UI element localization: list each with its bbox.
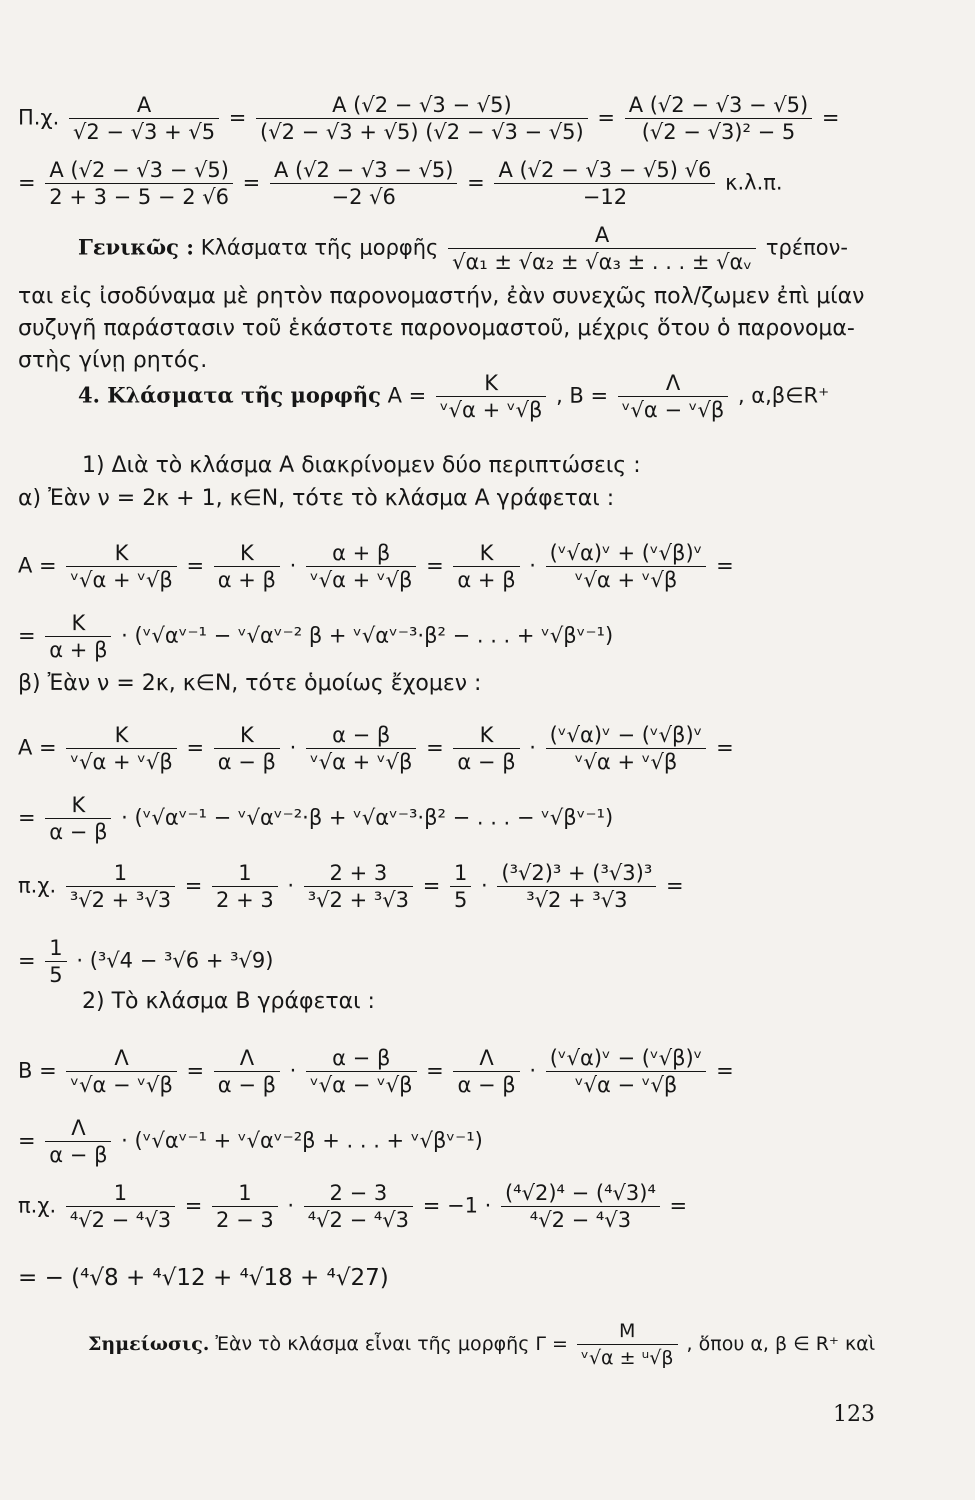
case-b-text: β) Ἐὰν ν = 2κ, κ∈Ν, τότε ὁμοίως ἔχομεν : [18,671,482,696]
fraction: $\frac{\alpha - \beta}{\text{ᵛ√α + ᵛ√β}}$ [306,722,416,775]
fraction: $\frac{1}{2 - 3}$ [212,1180,278,1233]
fraction: $\frac{\text{(ᵛ√α)ᵛ − (ᵛ√β)ᵛ}}{\text{ᵛ√α + ᵛ√β}}$ [546,722,707,775]
fraction: $\frac{K}{\alpha + \beta}$ [453,540,519,593]
expansion: · (³√4 − ³√6 + ³√9) [76,948,274,973]
fraction: $\frac{\Lambda}{\alpha - \beta}$ [214,1045,280,1098]
multiplier: = −1 · [422,1193,492,1218]
example2-result: = $\frac{1}{5}$ · (³√4 − ³√6 + ³√9) [18,936,274,987]
general-text: Κλάσματα τῆς μορφῆς [200,235,439,260]
paragraph-line: συζυγῆ παράστασιν τοῦ ἑκάστοτε παρονομαστοῦ, μέχρις ὅτου ὁ παρονομα- [18,316,855,341]
note-tail: , ὅπου α, β ∈ R⁺ καὶ [686,1333,876,1355]
example1-row2: = $\frac{A (√2 - √3 - √5)}{2 + 3 - 5 - 2 √6}$ = $\frac{A (√2 - √3 - √5)}{-2 √6}$ = $\frac{A (√2 - √3 - √5) √6}{-12}$ κ.λ.π. [18,158,783,209]
fraction: $\frac{K}{\alpha - \beta}$ [214,722,280,775]
fraction: $\frac{M}{\text{ᵛ√α ± ᵘ√β}}$ [577,1318,677,1371]
fraction: $\frac{A (√2 - √3 - √5)}{2 + 3 - 5 - 2 √6}$ [45,157,233,210]
fraction: $\frac{\Lambda}{\text{ᵛ√α − ᵛ√β}}$ [618,370,728,423]
case2-eq2: = $\frac{\Lambda}{\alpha - \beta}$ · (ᵛ√αᵛ⁻¹ + ᵛ√αᵛ⁻²β + . . . + ᵛ√βᵛ⁻¹) [18,1116,483,1167]
fraction: $\frac{A (√2 - √3 - √5)}{\text{(√2 − √3)² − 5}}$ [625,92,813,145]
fraction: $\frac{A}{√2 - √3 + √5}$ [69,92,219,145]
general-label: Γενικῶς : [78,234,194,260]
example1-row1: Π.χ. $\frac{A}{√2 - √3 + √5}$ = $\frac{A (√2 - √3 - √5)}{(√2 - √3 + √5) (√2 - √3 - √5)}$ = $\frac{A (√2 - √3 - √5)}{\text{(√2 − √3)² − 5}}$ = [18,93,840,144]
fraction: $\frac{\Lambda}{\alpha - \beta}$ [45,1115,111,1168]
fraction: $\frac{A (√2 - √3 - √5)}{(√2 - √3 + √5) (√2 - √3 - √5)}$ [256,92,588,145]
fraction: $\frac{1}{\text{³√2 + ³√3}}$ [66,860,175,913]
fraction: $\frac{\text{(ᵛ√α)ᵛ + (ᵛ√β)ᵛ}}{\text{ᵛ√α + ᵛ√β}}$ [546,540,707,593]
example-label: π.χ. [18,873,57,898]
case1-eq4: = $\frac{K}{\alpha - \beta}$ · (ᵛ√αᵛ⁻¹ − ᵛ√αᵛ⁻²·β + ᵛ√αᵛ⁻³·β² − . . . − ᵛ√βᵛ⁻¹) [18,793,614,844]
case2-eq1: Β = $\frac{\Lambda}{\text{ᵛ√α − ᵛ√β}}$ = $\frac{\Lambda}{\alpha - \beta}$ · $\frac{\alpha - \beta}{\text{ᵛ√α − ᵛ√β}}$ = $\frac{\Lambda}{\alpha - \beta}$ · $\frac{\text{(ᵛ√α)ᵛ − (ᵛ√β)ᵛ}}{\text{ᵛ√α − ᵛ√β}}$ = [18,1046,734,1097]
fraction: $\frac{2 + 3}{\text{³√2 + ³√3}}$ [304,860,413,913]
lhs: Α = [18,735,57,760]
case2-intro: 2) Τὸ κλάσμα Β γράφεται : [82,989,375,1014]
lhs: , Β = [556,383,609,408]
fraction: $\frac{K}{\text{ᵛ√α + ᵛ√β}}$ [66,722,176,775]
fraction: $\frac{A (√2 - √3 - √5) √6}{-12}$ [494,157,715,210]
section4-heading [78,370,829,423]
case1-eq1: Α = $\frac{K}{\text{ᵛ√α + ᵛ√β}}$ = $\frac{K}{\alpha + \beta}$ · $\frac{\alpha + \beta}{\text{ᵛ√α + ᵛ√β}}$ = $\frac{K}{\alpha + \beta}$ · $\frac{\text{(ᵛ√α)ᵛ + (ᵛ√β)ᵛ}}{\text{ᵛ√α + ᵛ√β}}$ = [18,541,734,592]
lhs: Α = [387,383,427,408]
example-label: π.χ. [18,1193,57,1218]
paragraph-line: στὴς γίνῃ ρητός. [18,348,208,373]
lhs: Α = [18,553,57,578]
page-number: 123 [833,1402,875,1427]
lhs: Β = [18,1058,57,1083]
fraction: $\frac{\text{(³√2)³ + (³√3)³}}{\text{³√2 + ³√3}}$ [497,860,656,913]
general-text-end: τρέπον- [765,235,848,260]
example3-row: π.χ. $\frac{1}{\text{⁴√2 − ⁴√3}}$ = $\frac{1}{2 - 3}$ · $\frac{2 - 3}{\text{⁴√2 − ⁴√3}}$ = −1 · $\frac{\text{(⁴√2)⁴ − (⁴√3)⁴}}{\text{⁴√2 − ⁴√3}}$ = [18,1181,688,1232]
fraction: $\frac{\text{(ᵛ√α)ᵛ − (ᵛ√β)ᵛ}}{\text{ᵛ√α − ᵛ√β}}$ [546,1045,707,1098]
fraction: $\frac{\alpha + \beta}{\text{ᵛ√α + ᵛ√β}}$ [306,540,416,593]
fraction: $\frac{A}{\text{√α₁ ± √α₂ ± √α₃ ± . . . ± √αᵥ}}$ [448,222,756,275]
fraction: $\frac{1}{5}$ [450,860,471,913]
lhs: Γ = [535,1333,568,1355]
expansion: · (ᵛ√αᵛ⁻¹ + ᵛ√αᵛ⁻²β + . . . + ᵛ√βᵛ⁻¹) [121,1128,483,1153]
fraction: $\frac{1}{\text{⁴√2 − ⁴√3}}$ [66,1180,175,1233]
fraction: $\frac{K}{\alpha + \beta}$ [214,540,280,593]
note-label: Σημείωσις. [88,1333,210,1355]
fraction: $\frac{K}{\alpha + \beta}$ [45,610,111,663]
example2-row: π.χ. $\frac{1}{\text{³√2 + ³√3}}$ = $\frac{1}{2 + 3}$ · $\frac{2 + 3}{\text{³√2 + ³√3}}$ = $\frac{1}{5}$ · $\frac{\text{(³√2)³ + (³√3)³}}{\text{³√2 + ³√3}}$ = [18,861,684,912]
fraction: $\frac{K}{\text{ᵛ√α + ᵛ√β}}$ [436,370,546,423]
fraction: $\frac{2 - 3}{\text{⁴√2 − ⁴√3}}$ [304,1180,413,1233]
note-row [88,1318,875,1371]
example3-result: = − (⁴√8 + ⁴√12 + ⁴√18 + ⁴√27) [18,1265,389,1291]
fraction: $\frac{A (√2 - √3 - √5)}{-2 √6}$ [270,157,458,210]
case-a-text: α) Ἐὰν ν = 2κ + 1, κ∈Ν, τότε τὸ κλάσμα Α γράφεται : [18,486,615,511]
etc-text: κ.λ.π. [725,170,783,195]
fraction: $\frac{K}{\alpha - \beta}$ [453,722,519,775]
condition-text: , α,β∈R⁺ [737,383,830,408]
section-title: 4. Κλάσματα τῆς μορφῆς [78,382,381,408]
fraction: $\frac{\Lambda}{\alpha - \beta}$ [453,1045,519,1098]
example-label: Π.χ. [18,105,60,130]
case1-eq3: Α = $\frac{K}{\text{ᵛ√α + ᵛ√β}}$ = $\frac{K}{\alpha - \beta}$ · $\frac{\alpha - \beta}{\text{ᵛ√α + ᵛ√β}}$ = $\frac{K}{\alpha - \beta}$ · $\frac{\text{(ᵛ√α)ᵛ − (ᵛ√β)ᵛ}}{\text{ᵛ√α + ᵛ√β}}$ = [18,723,734,774]
general-row [78,222,848,275]
fraction: $\frac{1}{5}$ [45,935,66,988]
fraction: $\frac{\alpha - \beta}{\text{ᵛ√α − ᵛ√β}}$ [306,1045,416,1098]
note-text: Ἐὰν τὸ κλάσμα εἶναι τῆς μορφῆς [215,1333,530,1355]
expansion: · (ᵛ√αᵛ⁻¹ − ᵛ√αᵛ⁻² β + ᵛ√αᵛ⁻³·β² − . . . + ᵛ√βᵛ⁻¹) [121,623,614,648]
expansion: · (ᵛ√αᵛ⁻¹ − ᵛ√αᵛ⁻²·β + ᵛ√αᵛ⁻³·β² − . . . − ᵛ√βᵛ⁻¹) [121,805,614,830]
case1-intro: 1) Διὰ τὸ κλάσμα Α διακρίνομεν δύο περιπτώσεις : [82,453,641,478]
case1-eq2: = $\frac{K}{\alpha + \beta}$ · (ᵛ√αᵛ⁻¹ − ᵛ√αᵛ⁻² β + ᵛ√αᵛ⁻³·β² − . . . + ᵛ√βᵛ⁻¹) [18,611,614,662]
fraction: $\frac{K}{\text{ᵛ√α + ᵛ√β}}$ [66,540,176,593]
fraction: $\frac{K}{\alpha - \beta}$ [45,792,111,845]
fraction: $\frac{1}{2 + 3}$ [212,860,278,913]
paragraph-line: ται εἰς ἰσοδύναμα μὲ ρητὸν παρονομαστήν, ἐὰν συνεχῶς πολ/ζωμεν ἐπὶ μίαν [18,284,865,309]
fraction: $\frac{\Lambda}{\text{ᵛ√α − ᵛ√β}}$ [66,1045,176,1098]
fraction: $\frac{\text{(⁴√2)⁴ − (⁴√3)⁴}}{\text{⁴√2 − ⁴√3}}$ [501,1180,660,1233]
